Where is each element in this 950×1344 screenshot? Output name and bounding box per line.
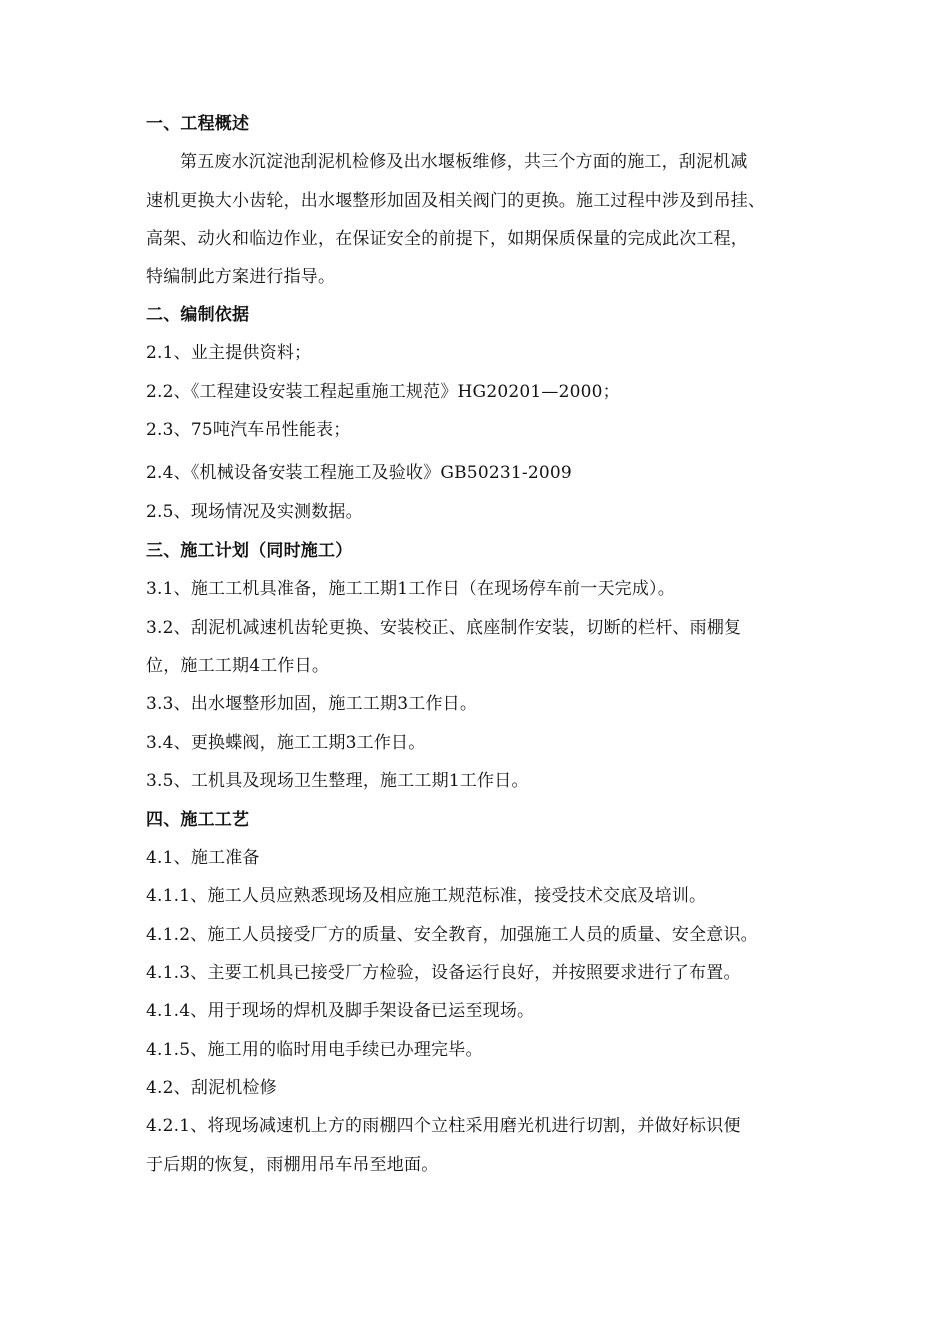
list-item: 3.4、更换蝶阀，施工工期3工作日。 bbox=[146, 733, 426, 753]
paragraph-line: 特编制此方案进行指导。 bbox=[146, 267, 336, 287]
list-item: 4.2、刮泥机检修 bbox=[146, 1078, 277, 1098]
list-item: 4.1、施工准备 bbox=[146, 848, 260, 868]
list-item: 2.3、75吨汽车吊性能表； bbox=[146, 420, 351, 440]
list-item: 4.1.5、施工用的临时用电手续已办理完毕。 bbox=[146, 1040, 483, 1060]
list-item: 4.1.3、主要工机具已接受厂方检验，设备运行良好，并按照要求进行了布置。 bbox=[146, 963, 741, 983]
list-item: 2.1、业主提供资料； bbox=[146, 343, 312, 363]
list-item: 3.5、工机具及现场卫生整理，施工工期1工作日。 bbox=[146, 771, 529, 791]
list-item: 2.5、现场情况及实测数据。 bbox=[146, 502, 363, 522]
list-item: 3.2、刮泥机减速机齿轮更换、安装校正、底座制作安装，切断的栏杆、雨棚复 bbox=[146, 618, 742, 638]
section-heading-process: 四、施工工艺 bbox=[146, 810, 250, 830]
paragraph-line: 第五废水沉淀池刮泥机检修及出水堰板维修，共三个方面的施工，刮泥机减 bbox=[180, 152, 748, 172]
list-item: 3.1、施工工机具准备，施工工期1工作日（在现场停车前一天完成）。 bbox=[146, 579, 675, 599]
section-heading-plan: 三、施工计划（同时施工） bbox=[146, 541, 353, 561]
list-item: 4.1.4、用于现场的焊机及脚手架设备已运至现场。 bbox=[146, 1001, 535, 1021]
section-heading-basis: 二、编制依据 bbox=[146, 305, 250, 325]
paragraph-line: 速机更换大小齿轮，出水堰整形加固及相关阀门的更换。施工过程中涉及到吊挂、 bbox=[146, 191, 766, 211]
list-item: 2.2、《工程建设安装工程起重施工规范》HG20201—2000； bbox=[146, 382, 620, 402]
list-item: 4.1.1、施工人员应熟悉现场及相应施工规范标准，接受技术交底及培训。 bbox=[146, 886, 707, 906]
section-heading-overview: 一、工程概述 bbox=[146, 114, 250, 134]
paragraph-line: 高架、动火和临边作业，在保证安全的前提下，如期保质保量的完成此次工程， bbox=[146, 229, 748, 249]
list-item: 2.4、《机械设备安装工程施工及验收》GB50231-2009 bbox=[146, 463, 572, 483]
list-item: 于后期的恢复，雨棚用吊车吊至地面。 bbox=[146, 1155, 439, 1175]
list-item: 3.3、出水堰整形加固，施工工期3工作日。 bbox=[146, 694, 478, 714]
list-item: 4.1.2、施工人员接受厂方的质量、安全教育，加强施工人员的质量、安全意识。 bbox=[146, 925, 758, 945]
list-item: 位，施工工期4工作日。 bbox=[146, 656, 330, 676]
list-item: 4.2.1、将现场减速机上方的雨棚四个立柱采用磨光机进行切割，并做好标识便 bbox=[146, 1116, 741, 1136]
